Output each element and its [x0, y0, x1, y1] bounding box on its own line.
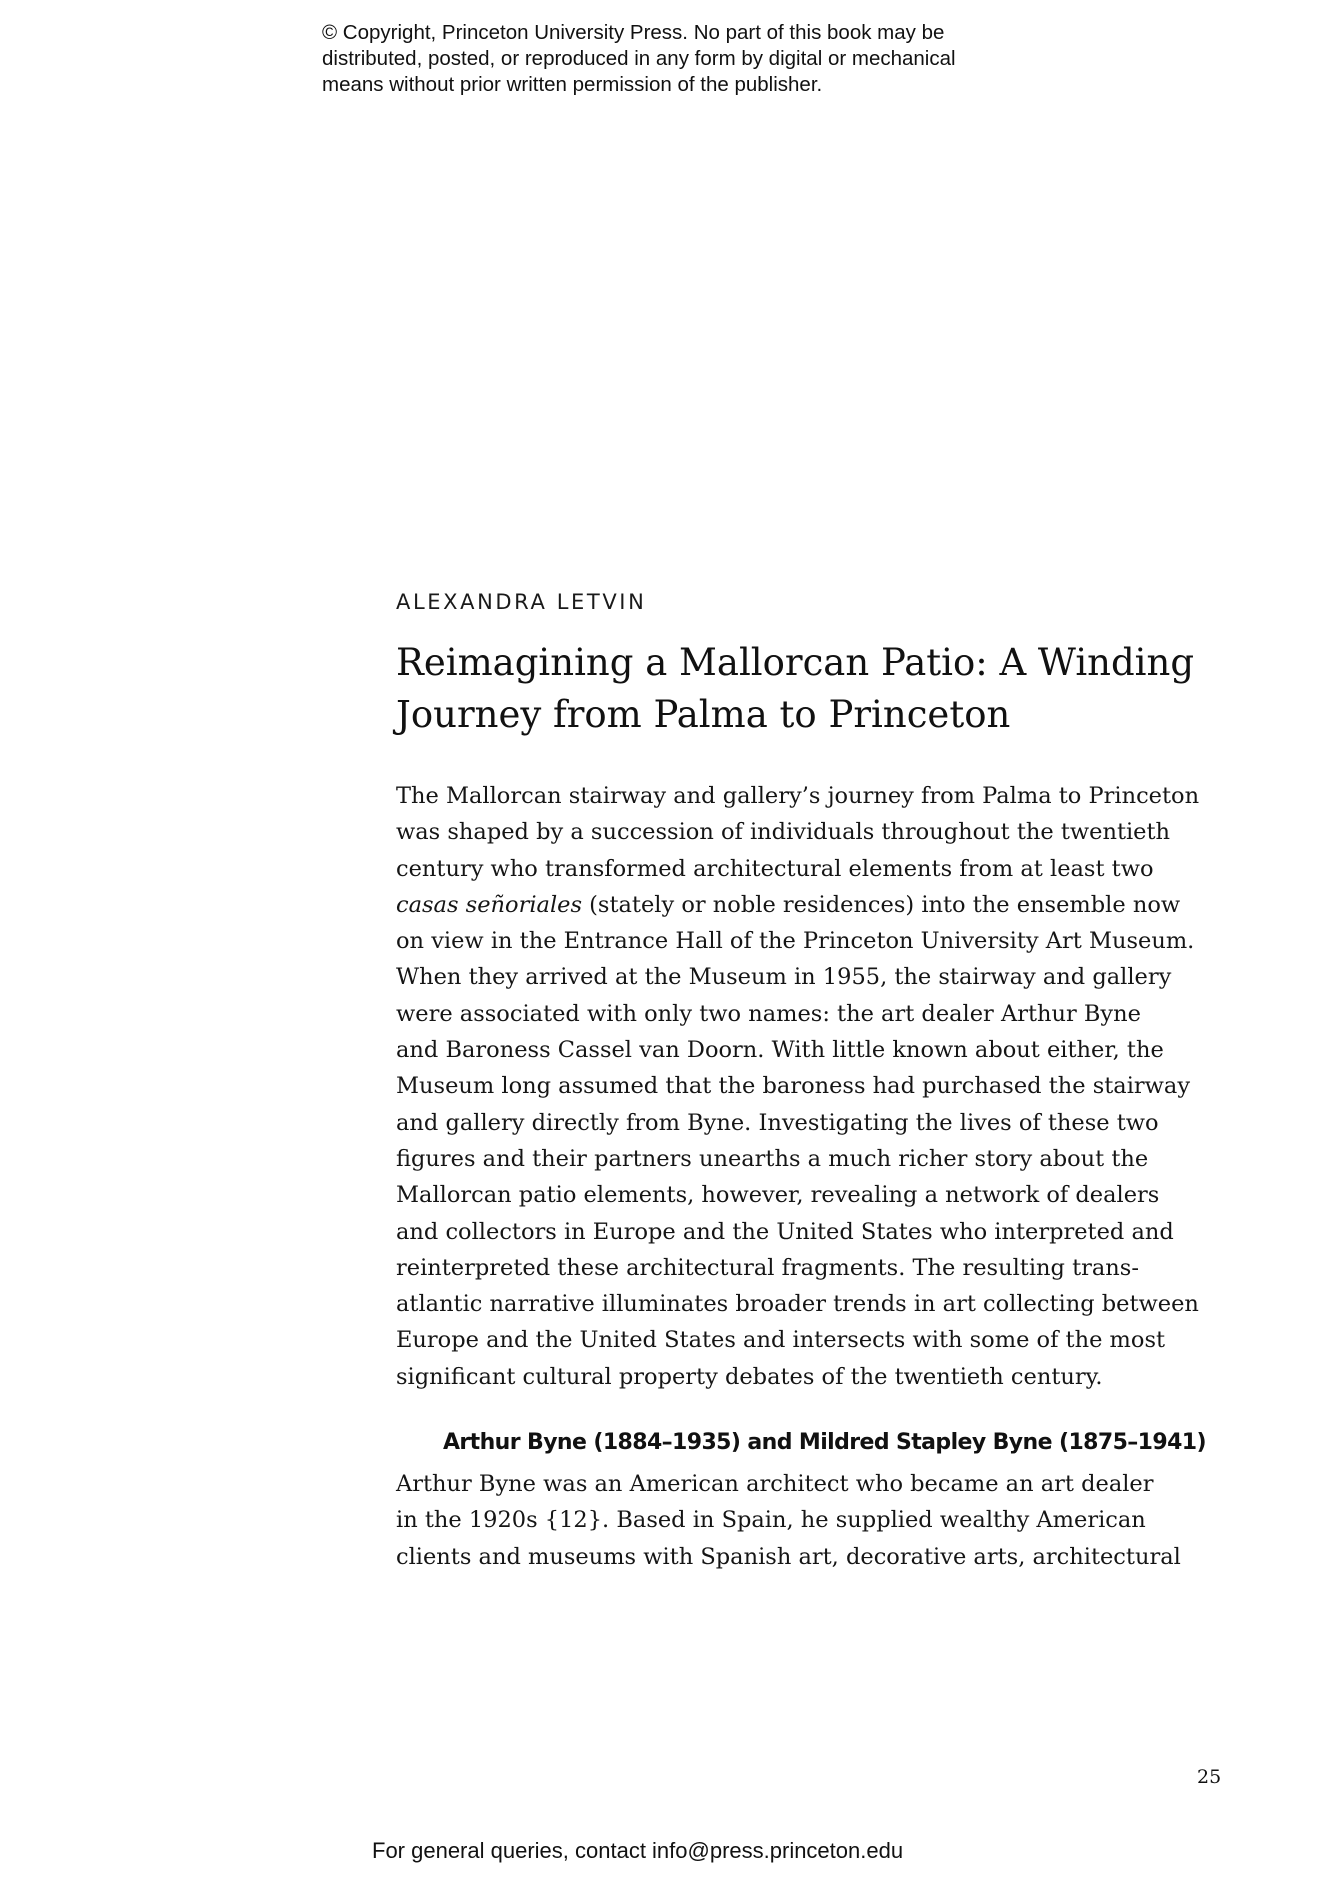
body-line: in the 1920s {12}. Based in Spain, he supplied wealthy American [396, 1507, 1146, 1534]
italic-term: casas señoriales [396, 891, 582, 918]
body-line [396, 887, 1246, 923]
copyright-notice [322, 20, 1042, 98]
copyright-line-1: © Copyright, Princeton University Press. No part of this book may be [322, 21, 945, 44]
body-line: reinterpreted these architectural fragments. The resulting trans- [396, 1254, 1139, 1281]
title-line-2: Journey from Palma to Princeton [396, 693, 1011, 736]
body-line: significant cultural property debates of the twentieth century. [396, 1363, 1103, 1390]
body-line: Arthur Byne was an American architect who became an art dealer [396, 1471, 1154, 1497]
body-line: Europe and the United States and intersects with some of the most [396, 1327, 1166, 1354]
body-line: and gallery directly from Byne. Investigating the lives of these two [396, 1109, 1159, 1136]
body-paragraph-1 [396, 778, 1246, 1395]
body-line: atlantic narrative illuminates broader trends in art collecting between [396, 1291, 1199, 1318]
author-name: ALEXANDRA LETVIN [396, 590, 647, 614]
body-line: Mallorcan patio elements, however, revealing a network of dealers [396, 1182, 1160, 1209]
article-title [396, 637, 1276, 741]
body-line: Museum long assumed that the baroness had purchased the stairway [396, 1073, 1191, 1100]
footer-contact: For general queries, contact info@press.princeton.edu [372, 1838, 904, 1863]
body-line: were associated with only two names: the art dealer Arthur Byne [396, 1000, 1141, 1027]
body-line: and Baroness Cassel van Doorn. With little known about either, the [396, 1037, 1164, 1064]
copyright-line-2: distributed, posted, or reproduced in any form by digital or mechanical [322, 47, 956, 70]
body-line: When they arrived at the Museum in 1955, the stairway and gallery [396, 964, 1172, 991]
body-line: figures and their partners unearths a much richer story about the [396, 1145, 1149, 1172]
body-line: century who transformed architectural elements from at least two [396, 855, 1154, 882]
body-line-continuation: (stately or noble residences) into the ensemble now [582, 891, 1181, 918]
body-line: clients and museums with Spanish art, decorative arts, architectural [396, 1543, 1181, 1570]
body-line: The Mallorcan stairway and gallery’s journey from Palma to Princeton [396, 783, 1200, 809]
body-paragraph-2 [396, 1466, 1246, 1575]
body-line: on view in the Entrance Hall of the Princeton University Art Museum. [396, 928, 1195, 955]
copyright-line-3: means without prior written permission of the publisher. [322, 73, 823, 96]
section-heading: Arthur Byne (1884–1935) and Mildred Stapley Byne (1875–1941) [443, 1430, 1206, 1455]
body-line: was shaped by a succession of individuals throughout the twentieth [396, 819, 1171, 846]
page-number: 25 [1197, 1766, 1222, 1788]
body-line: and collectors in Europe and the United States who interpreted and [396, 1218, 1174, 1245]
title-line-1: Reimagining a Mallorcan Patio: A Winding [396, 641, 1195, 684]
